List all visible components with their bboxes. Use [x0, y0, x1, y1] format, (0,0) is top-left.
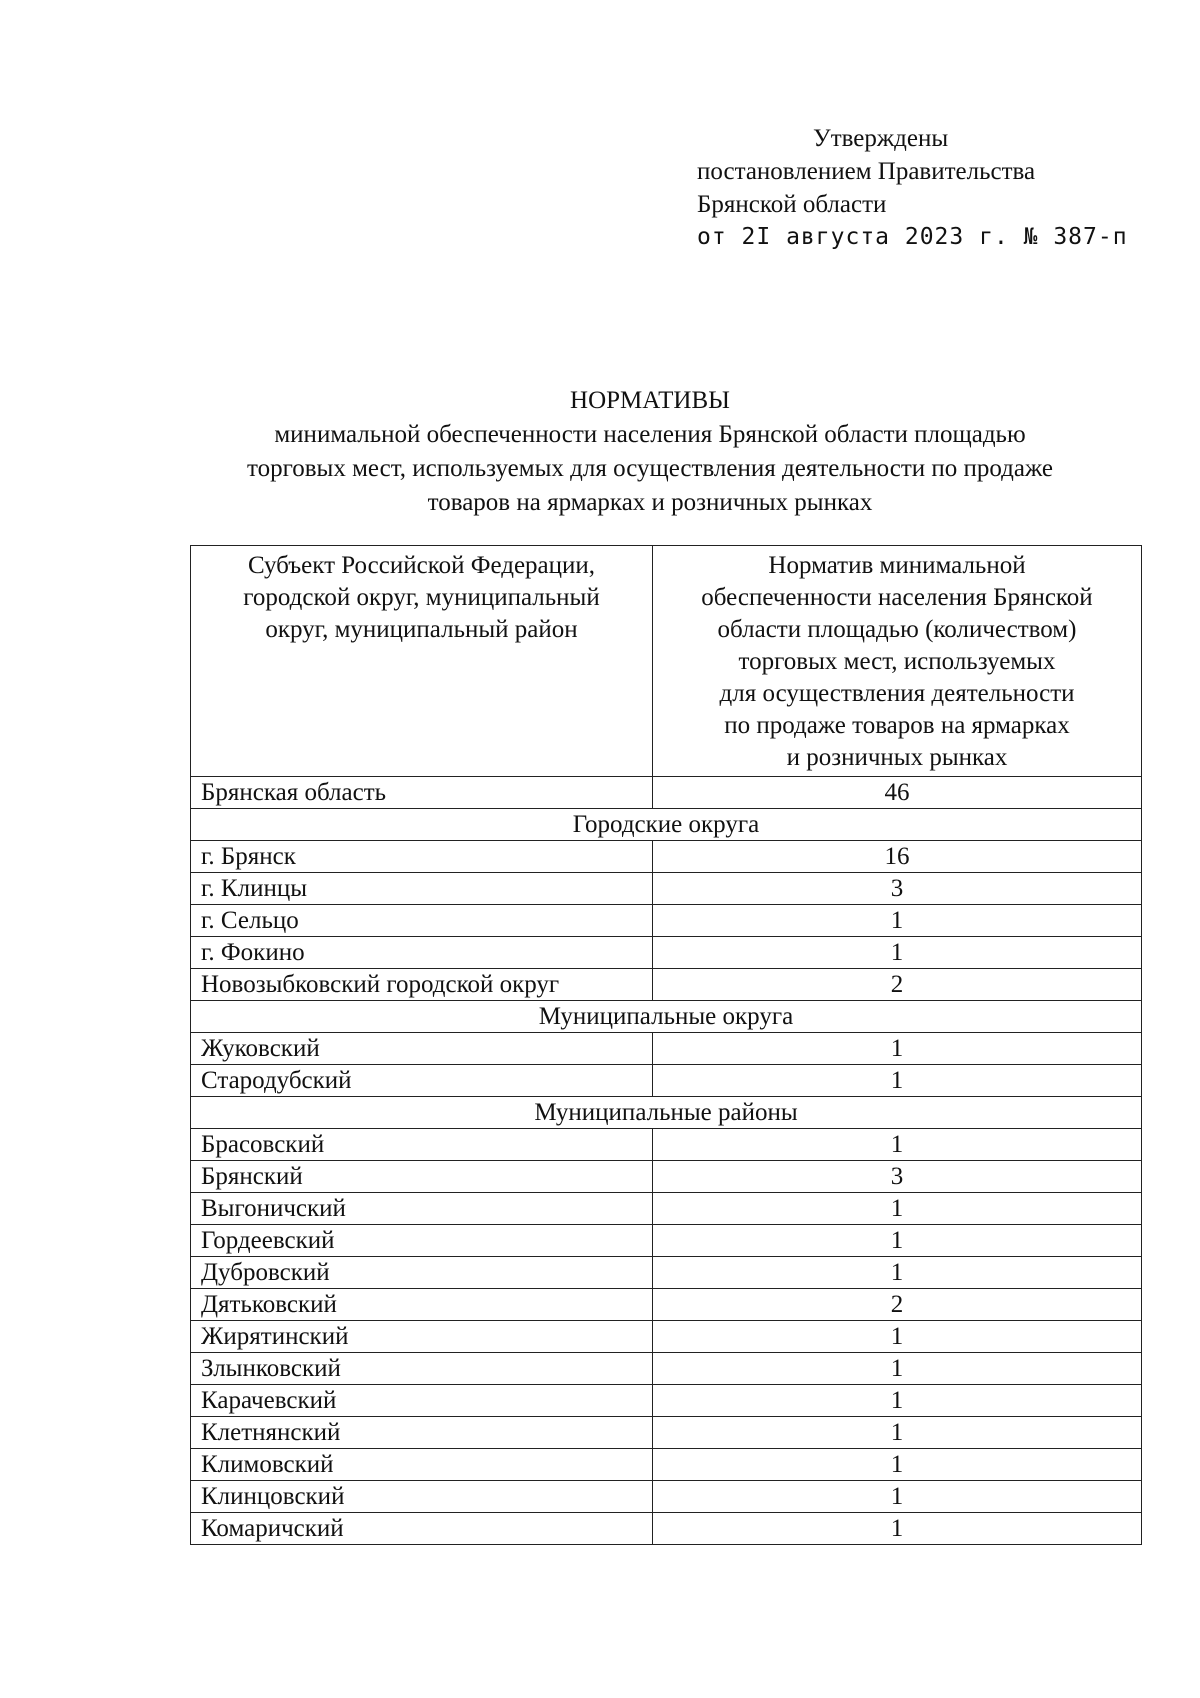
- table-row: [191, 905, 1142, 937]
- row-value: 1: [653, 1385, 1142, 1417]
- row-name: г. Клинцы: [191, 873, 653, 905]
- approval-line-approved: Утверждены: [813, 125, 949, 152]
- row-value: 1: [653, 1417, 1142, 1449]
- header-norm-line: торговых мест, используемых: [738, 648, 1056, 675]
- row-name: Брянская область: [191, 777, 653, 809]
- table-row: [191, 1193, 1142, 1225]
- row-value: 3: [653, 873, 1142, 905]
- table-row: [191, 1321, 1142, 1353]
- row-name: Стародубский: [191, 1065, 653, 1097]
- table-row: [191, 937, 1142, 969]
- row-value: 2: [653, 1289, 1142, 1321]
- table-row: [191, 1065, 1142, 1097]
- group-title: Городские округа: [191, 809, 1142, 841]
- row-value: 1: [653, 1353, 1142, 1385]
- header-norm-line: Норматив минимальной: [768, 552, 1026, 579]
- row-name: Клинцовский: [191, 1481, 653, 1513]
- row-name: г. Сельцо: [191, 905, 653, 937]
- table-header-row: [191, 546, 1142, 777]
- header-norm-cell: [653, 546, 1142, 777]
- header-subject-line: Субъект Российской Федерации,: [247, 552, 596, 579]
- norms-table: [190, 545, 1142, 1545]
- group-title: Муниципальные районы: [191, 1097, 1142, 1129]
- table-group-header: [191, 1001, 1142, 1033]
- table-row: [191, 1513, 1142, 1545]
- group-title: Муниципальные округа: [191, 1001, 1142, 1033]
- table-group-header: [191, 809, 1142, 841]
- table-row: [191, 1225, 1142, 1257]
- table-row: [191, 873, 1142, 905]
- approval-line-region: Брянской области: [697, 191, 887, 218]
- table-row: [191, 1449, 1142, 1481]
- table-row: [191, 969, 1142, 1001]
- row-value: 16: [653, 841, 1142, 873]
- row-name: Злынковский: [191, 1353, 653, 1385]
- row-value: 3: [653, 1161, 1142, 1193]
- row-name: Брянский: [191, 1161, 653, 1193]
- header-norm-line: по продаже товаров на ярмарках: [724, 712, 1070, 739]
- row-name: Жуковский: [191, 1033, 653, 1065]
- approval-line-resolution: постановлением Правительства: [697, 158, 1036, 185]
- table-row-total: [191, 777, 1142, 809]
- title-subtitle-line-1: минимальной обеспеченности населения Брянской области площадью: [274, 421, 1026, 448]
- row-name: г. Брянск: [191, 841, 653, 873]
- row-name: Комаричский: [191, 1513, 653, 1545]
- row-value: 1: [653, 1129, 1142, 1161]
- table-row: [191, 1353, 1142, 1385]
- header-norm-line: области площадью (количеством): [717, 616, 1077, 643]
- header-norm-line: для осуществления деятельности: [719, 680, 1075, 707]
- row-value: 1: [653, 1321, 1142, 1353]
- row-value: 1: [653, 937, 1142, 969]
- header-subject-line: округ, муниципальный район: [265, 616, 578, 643]
- table-row: [191, 1417, 1142, 1449]
- approval-line-date-number: от 2I августа 2023 г. № 387-п: [697, 224, 1128, 250]
- title-subtitle-line-2: торговых мест, используемых для осуществления деятельности по продаже: [246, 455, 1054, 482]
- row-name: Дятьковский: [191, 1289, 653, 1321]
- row-value: 1: [653, 1449, 1142, 1481]
- title-subtitle-line-3: товаров на ярмарках и розничных рынках: [427, 489, 873, 516]
- row-name: Клетнянский: [191, 1417, 653, 1449]
- table-row: [191, 1129, 1142, 1161]
- table-row: [191, 1257, 1142, 1289]
- header-subject-line: городской округ, муниципальный: [243, 584, 600, 611]
- table-row: [191, 1033, 1142, 1065]
- row-value: 1: [653, 1033, 1142, 1065]
- table-row: [191, 1289, 1142, 1321]
- row-name: Выгоничский: [191, 1193, 653, 1225]
- row-value: 46: [653, 777, 1142, 809]
- table-row: [191, 1385, 1142, 1417]
- document-title: [150, 384, 1150, 520]
- header-norm-line: обеспеченности населения Брянской: [701, 584, 1093, 611]
- row-value: 1: [653, 1065, 1142, 1097]
- table-row: [191, 841, 1142, 873]
- row-name: Гордеевский: [191, 1225, 653, 1257]
- approval-stamp: [697, 122, 1128, 254]
- title-heading: НОРМАТИВЫ: [570, 387, 730, 414]
- row-name: Новозыбковский городской округ: [191, 969, 653, 1001]
- row-name: Климовский: [191, 1449, 653, 1481]
- row-value: 1: [653, 1193, 1142, 1225]
- table-row: [191, 1481, 1142, 1513]
- row-name: Брасовский: [191, 1129, 653, 1161]
- header-subject-cell: [191, 546, 653, 777]
- row-value: 1: [653, 905, 1142, 937]
- table-row: [191, 1161, 1142, 1193]
- row-value: 1: [653, 1225, 1142, 1257]
- row-name: г. Фокино: [191, 937, 653, 969]
- row-name: Карачевский: [191, 1385, 653, 1417]
- row-name: Жирятинский: [191, 1321, 653, 1353]
- row-name: Дубровский: [191, 1257, 653, 1289]
- row-value: 1: [653, 1513, 1142, 1545]
- header-norm-line: и розничных рынках: [786, 744, 1008, 771]
- row-value: 2: [653, 969, 1142, 1001]
- table-group-header: [191, 1097, 1142, 1129]
- row-value: 1: [653, 1481, 1142, 1513]
- row-value: 1: [653, 1257, 1142, 1289]
